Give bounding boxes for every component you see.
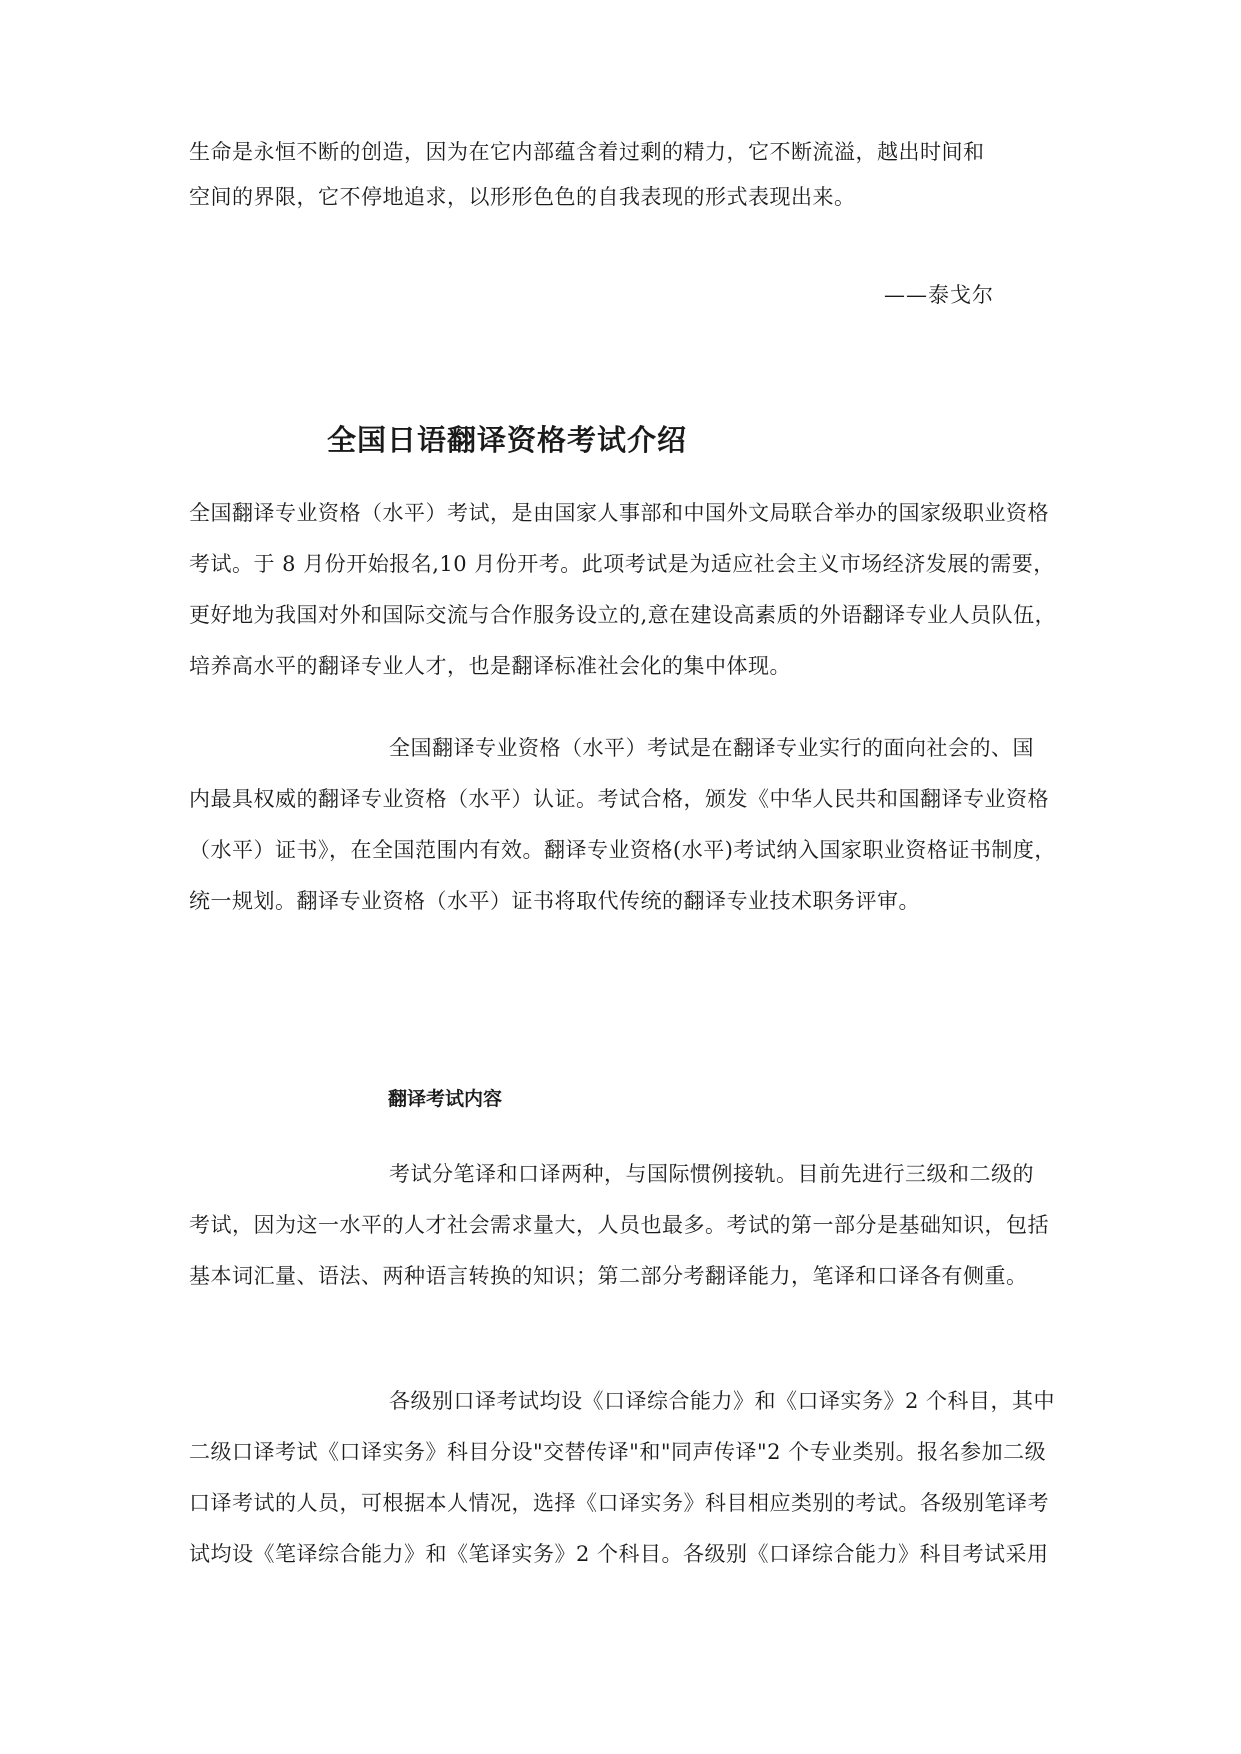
text-line: 全国翻译专业资格（水平）考试，是由国家人事部和中国外文局联合举办的国家级职业资格 — [189, 501, 1049, 525]
quote-attribution: ——泰戈尔 — [884, 283, 994, 307]
text-line: 考试。于 8 月份开始报名,10 月份开考。此项考试是为适应社会主义市场经济发展的需要， — [189, 552, 1055, 576]
text-line: 基本词汇量、语法、两种语言转换的知识；第二部分考翻译能力，笔译和口译各有侧重。 — [189, 1264, 1028, 1288]
section-heading: 翻译考试内容 — [388, 1088, 503, 1110]
paragraph-exam-content — [189, 1149, 1059, 1302]
text-line: 统一规划。翻译专业资格（水平）证书将取代传统的翻译专业技术职务评审。 — [189, 889, 920, 913]
text-line: 考试分笔译和口译两种，与国际惯例接轨。目前先进行三级和二级的 — [389, 1162, 1034, 1186]
text-line: 考试，因为这一水平的人才社会需求量大，人员也最多。考试的第一部分是基础知识，包括 — [189, 1213, 1049, 1237]
epigraph-quote — [189, 130, 1059, 220]
paragraph-exam-subjects — [189, 1376, 1059, 1580]
paragraph-intro — [189, 488, 1059, 692]
page-title: 全国日语翻译资格考试介绍 — [327, 423, 688, 457]
text-line: 空间的界限，它不停地追求，以形形色色的自我表现的形式表现出来。 — [189, 185, 856, 209]
text-line: 生命是永恒不断的创造，因为在它内部蕴含着过剩的精力，它不断流溢，越出时间和 — [189, 140, 985, 164]
text-line: 培养高水平的翻译专业人才，也是翻译标准社会化的集中体现。 — [189, 654, 791, 678]
text-line: 二级口译考试《口译实务》科目分设"交替传译"和"同声传译"2 个专业类别。报名参加二级 — [189, 1440, 1047, 1464]
text-line: 全国翻译专业资格（水平）考试是在翻译专业实行的面向社会的、国 — [389, 736, 1034, 760]
text-line: （水平）证书》，在全国范围内有效。翻译专业资格(水平)考试纳入国家职业资格证书制度， — [189, 838, 1056, 862]
text-line: 口译考试的人员，可根据本人情况，选择《口译实务》科目相应类别的考试。各级别笔译考 — [189, 1491, 1049, 1515]
text-line: 更好地为我国对外和国际交流与合作服务设立的,意在建设高素质的外语翻译专业人员队伍， — [189, 603, 1057, 627]
text-line: 试均设《笔译综合能力》和《笔译实务》2 个科目。各级别《口译综合能力》科目考试采用 — [189, 1542, 1049, 1566]
text-line: 各级别口译考试均设《口译综合能力》和《口译实务》2 个科目，其中 — [389, 1389, 1056, 1413]
text-line: 内最具权威的翻译专业资格（水平）认证。考试合格，颁发《中华人民共和国翻译专业资格 — [189, 787, 1049, 811]
paragraph-authority — [189, 723, 1059, 927]
